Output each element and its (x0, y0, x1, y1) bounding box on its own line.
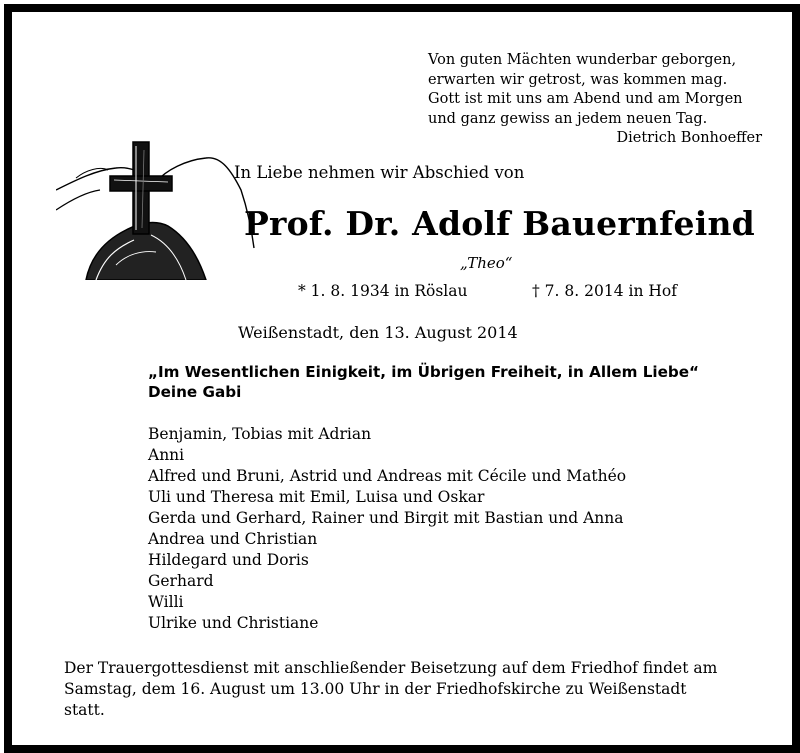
service-line: Samstag, dem 16. August um 13.00 Uhr in der Friedhofskirche zu Weißenstadt (64, 680, 687, 698)
list-item: Gerda und Gerhard, Rainer und Birgit mit Bastian und Anna (148, 509, 624, 527)
service-line: Der Trauergottesdienst mit anschließender Beisetzung auf dem Friedhof findet am (64, 659, 718, 677)
poem-line: und ganz gewiss an jedem neuen Tag. (428, 110, 708, 127)
list-item: Uli und Theresa mit Emil, Luisa und Oskar (148, 488, 485, 506)
poem-author: Dietrich Bonhoeffer (616, 130, 762, 146)
death-date: † 7. 8. 2014 in Hof (532, 282, 677, 300)
quote-text: „Im Wesentlichen Einigkeit, im Übrigen Freiheit, in Allem Liebe“ (148, 363, 700, 381)
service-announcement (64, 658, 764, 721)
list-item: Anni (148, 446, 185, 464)
deceased-name: Prof. Dr. Adolf Bauernfeind (244, 204, 755, 243)
quote-signature: Deine Gabi (148, 383, 242, 401)
deceased-nickname: „Theo“ (460, 254, 513, 272)
list-item: Gerhard (148, 572, 214, 590)
list-item: Hildegard und Doris (148, 551, 309, 569)
bonhoeffer-poem (428, 51, 768, 149)
poem-line: Von guten Mächten wunderbar geborgen, (428, 52, 737, 68)
list-item: Alfred und Bruni, Astrid und Andreas mit Cécile und Mathéo (148, 467, 627, 485)
list-item: Ulrike und Christiane (148, 614, 319, 632)
list-item: Benjamin, Tobias mit Adrian (148, 425, 372, 443)
quote-block (148, 362, 699, 402)
list-item: Willi (148, 593, 184, 611)
obituary-frame (4, 4, 800, 753)
list-item: Andrea und Christian (148, 530, 318, 548)
cross-on-mountain-icon (56, 130, 256, 280)
mourners-list (148, 424, 626, 634)
poem-line: Gott ist mit uns am Abend und am Morgen (428, 91, 743, 107)
birth-date: * 1. 8. 1934 in Röslau (298, 282, 468, 300)
poem-line: erwarten wir getrost, was kommen mag. (428, 71, 728, 88)
intro-line: In Liebe nehmen wir Abschied von (234, 163, 525, 182)
place-date-line: Weißenstadt, den 13. August 2014 (238, 323, 518, 342)
service-line: statt. (64, 701, 105, 719)
